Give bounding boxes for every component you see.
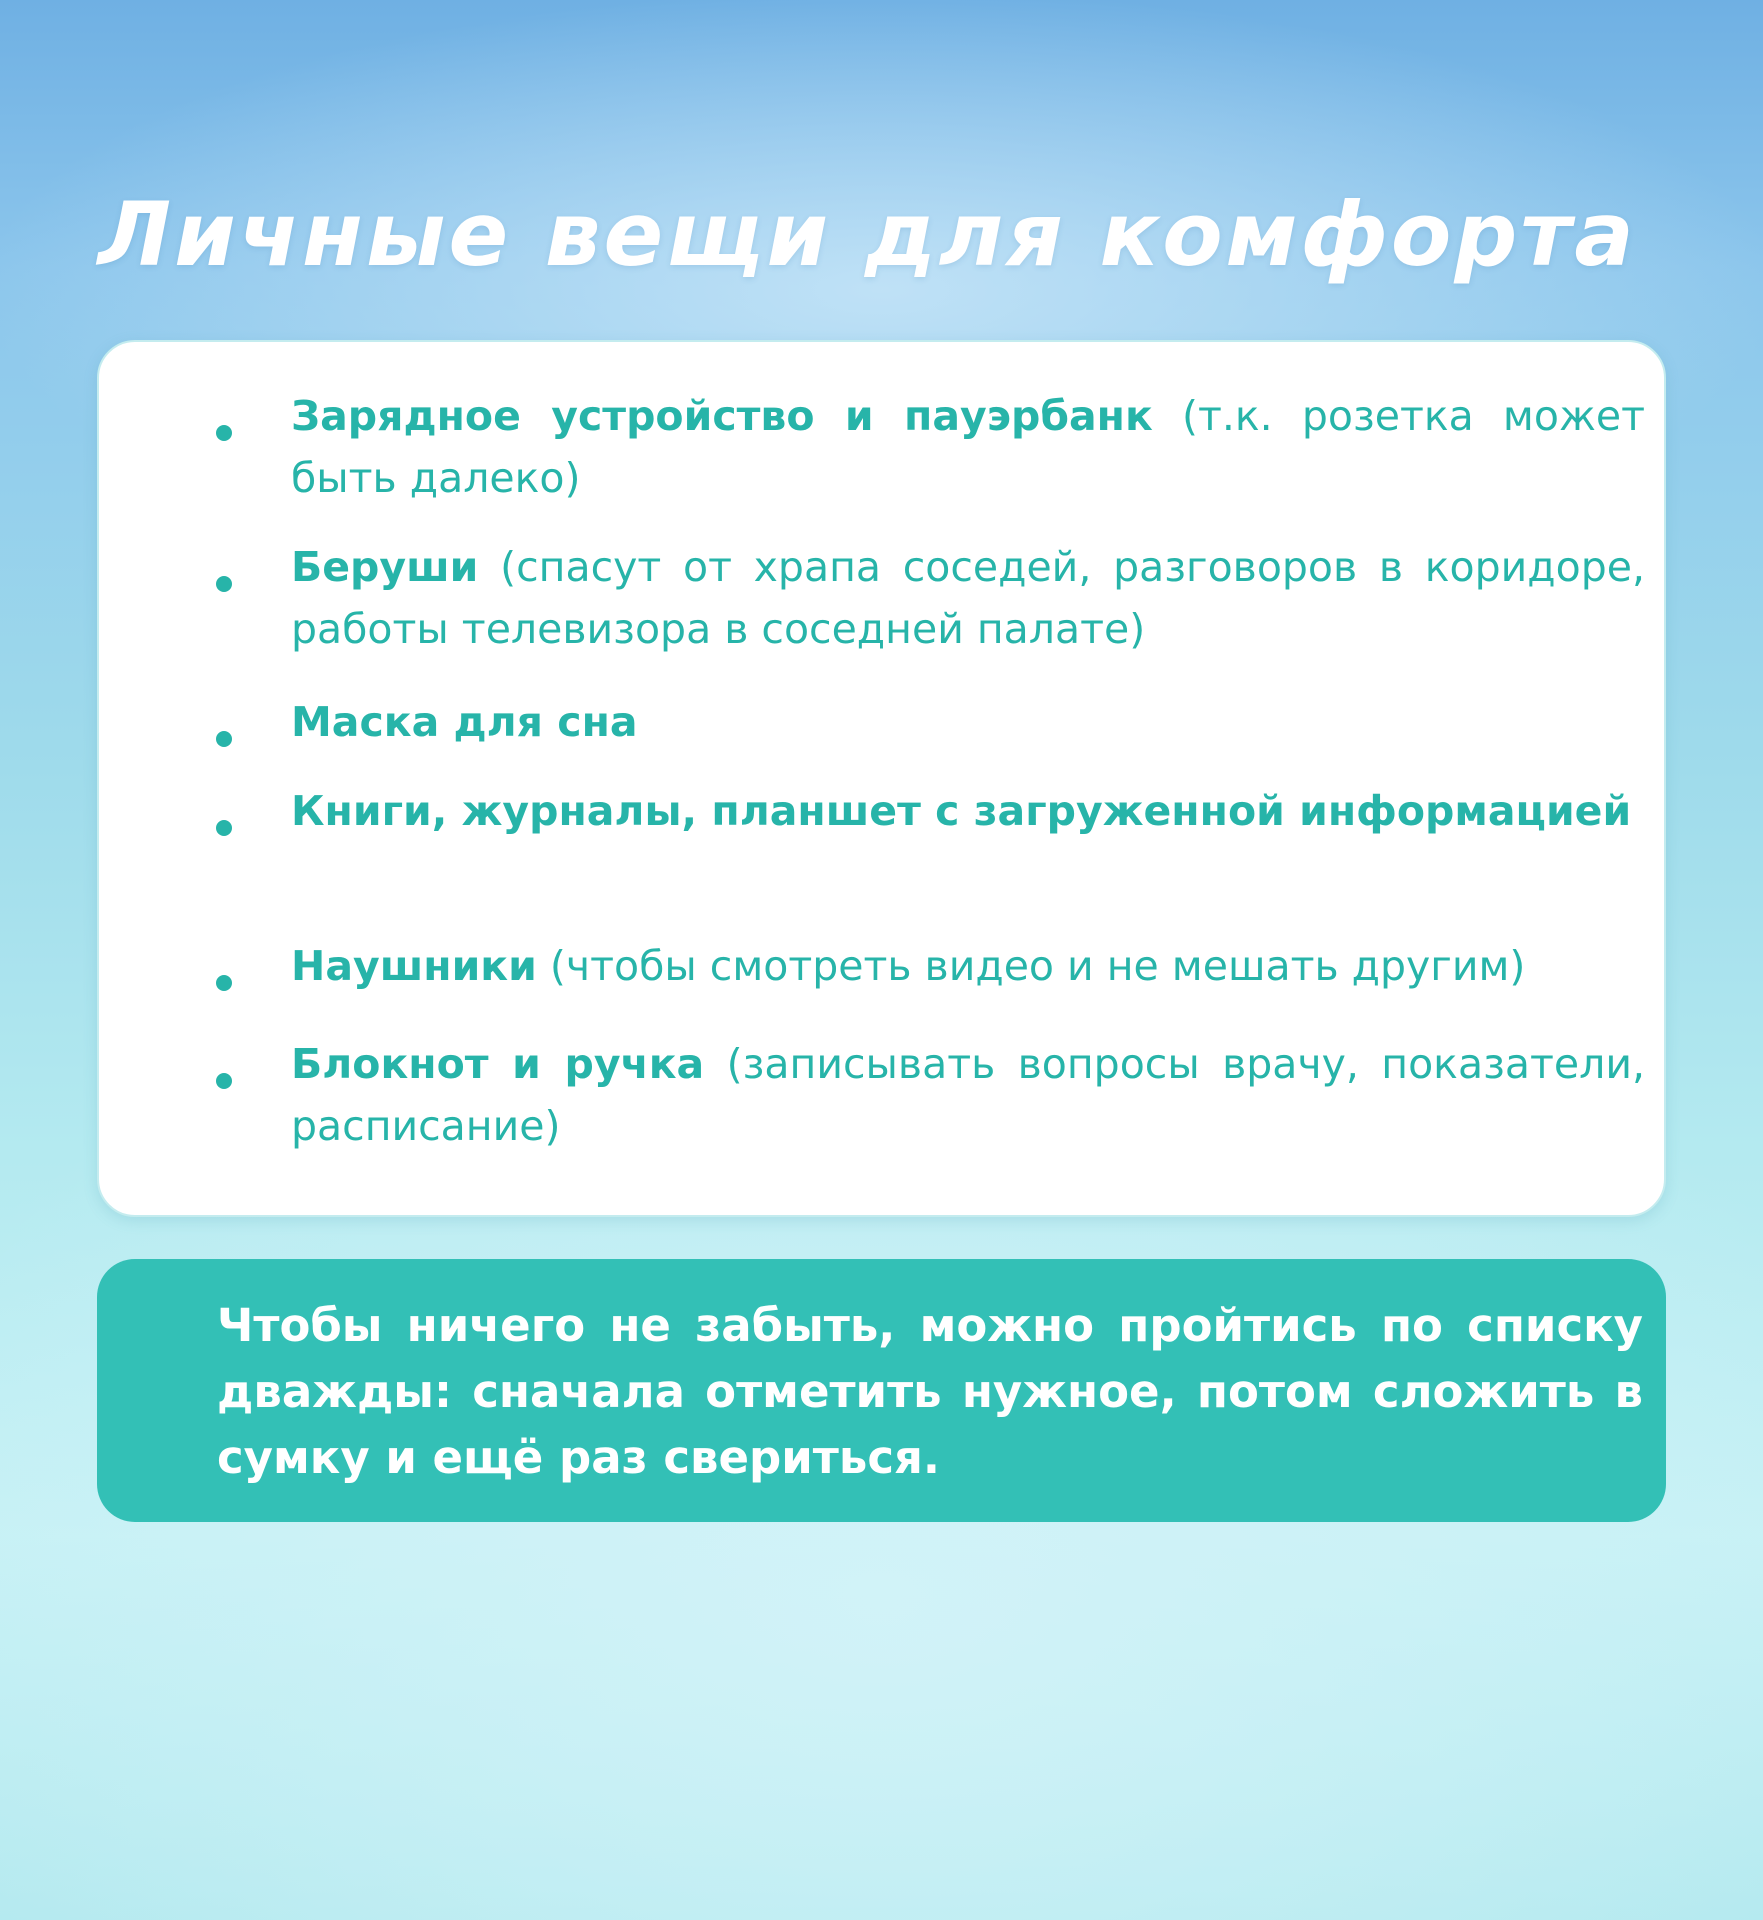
item-title: Беруши [291,543,479,591]
bullet-icon [216,731,232,747]
item-title: Книги, журналы, планшет с загруженной информацией [291,787,1632,835]
item-note: (т.к. розетка может быть далеко) [291,392,1645,502]
item-title: Маска для сна [291,698,638,746]
item-note: (чтобы смотреть видео и не мешать другим) [536,942,1526,990]
item-note: (записывать вопросы врачу, показатели, расписание) [291,1040,1645,1150]
bullet-icon [216,975,232,991]
item-title: Наушники [291,942,537,990]
bullet-icon [216,576,232,592]
bullet-icon [216,1073,232,1089]
item-text [291,691,1645,753]
tip-card [97,1259,1666,1522]
tip-text: Чтобы ничего не забыть, можно пройтись по списку дважды: сначала отметить нужное, потом сложить в сумку и ещё раз свериться. [217,1299,1643,1484]
item-text [291,385,1645,509]
item-text [291,1033,1645,1157]
items-card [97,340,1666,1217]
item-text [291,780,1645,842]
item-title: Блокнот и ручка [291,1040,705,1088]
item-text [291,935,1645,997]
item-note: (спасут от храпа соседей, разговоров в коридоре, работы телевизора в соседней палате) [291,543,1645,653]
page-title: Личные вещи для комфорта [98,183,1637,286]
item-text [291,536,1645,660]
item-title: Зарядное устройство и пауэрбанк [291,392,1153,440]
bullet-icon [216,820,232,836]
bullet-icon [216,425,232,441]
